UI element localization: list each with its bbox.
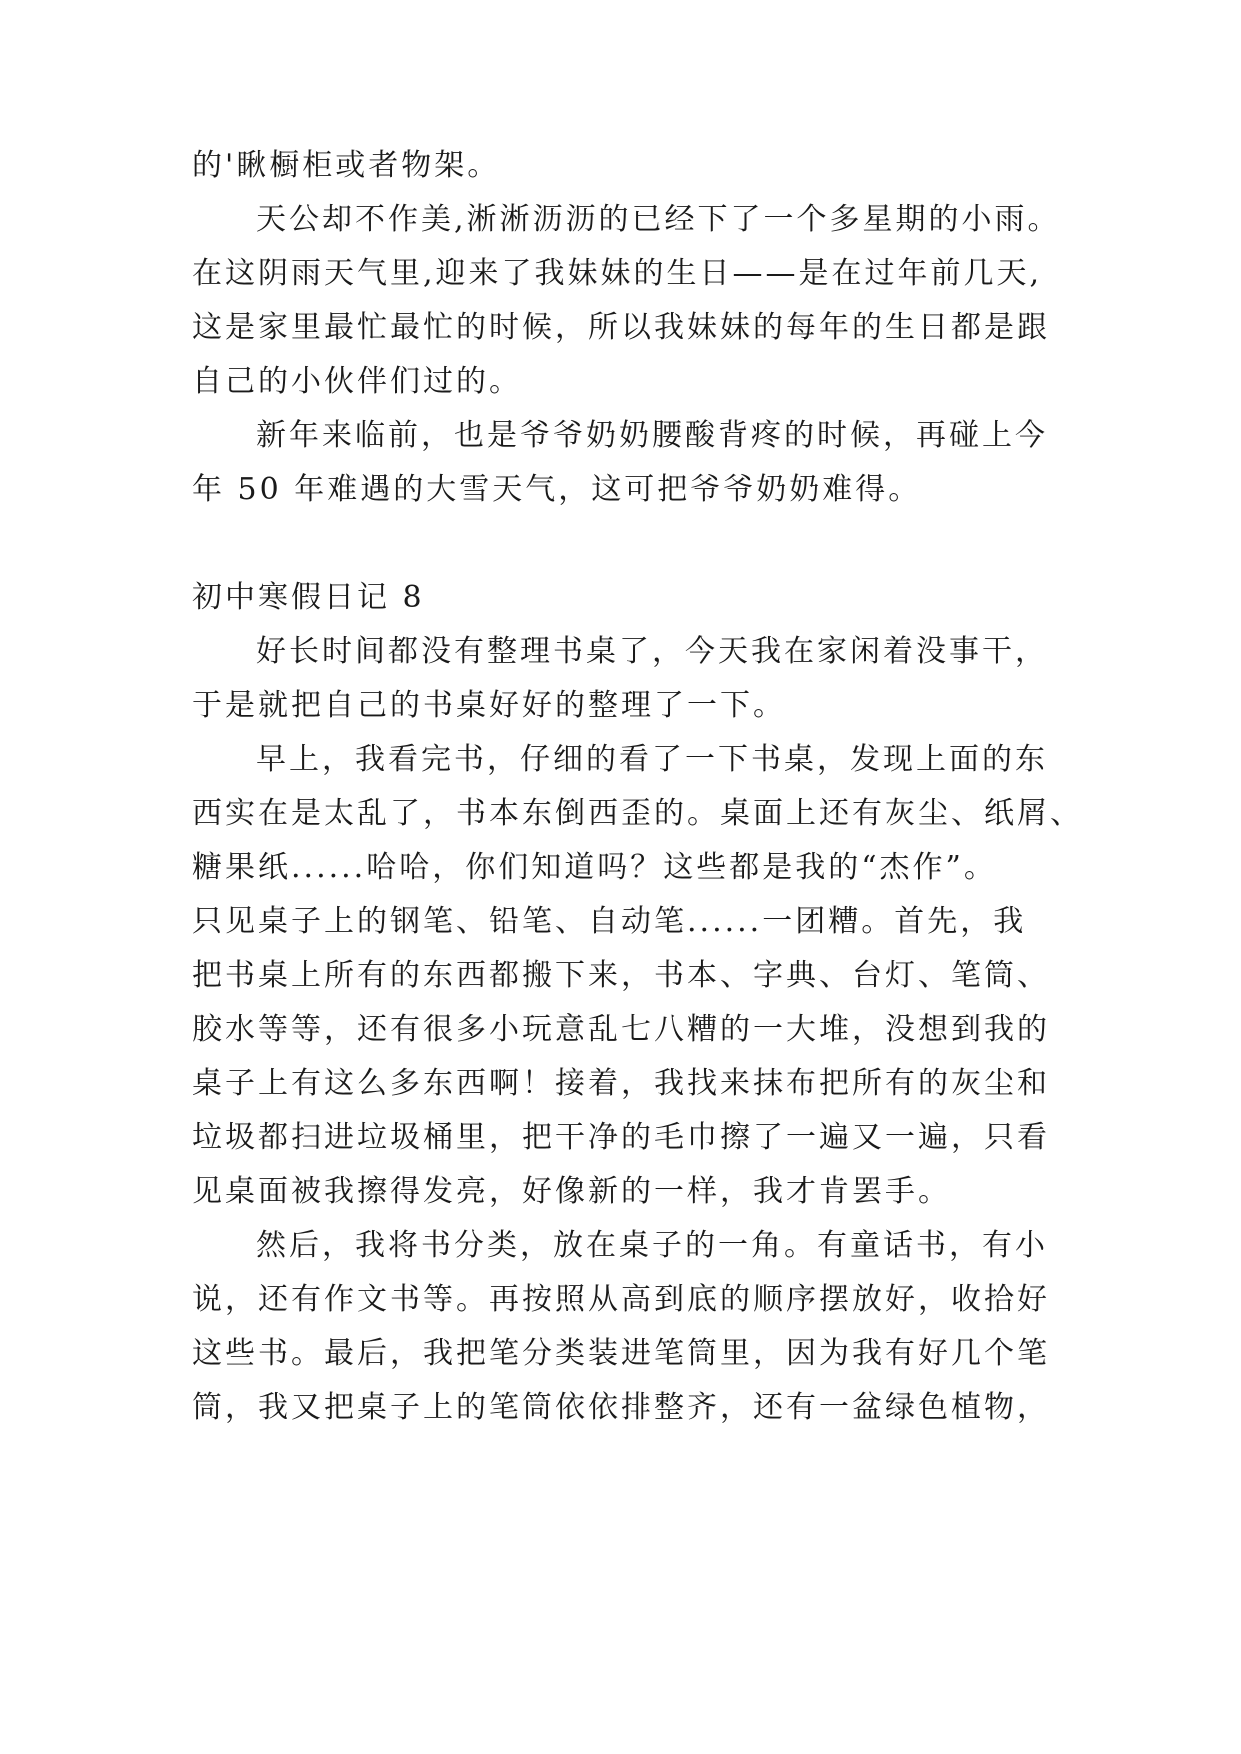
text-line: 桌子上有这么多东西啊！接着，我找来抹布把所有的灰尘和 bbox=[192, 1066, 1050, 1101]
text-line: 这是家里最忙最忙的时候，所以我妹妹的每年的生日都是跟 bbox=[192, 310, 1050, 345]
text-line: 西实在是太乱了，书本东倒西歪的。桌面上还有灰尘、纸屑、 bbox=[192, 796, 1083, 831]
text-line: 早上，我看完书，仔细的看了一下书桌，发现上面的东 bbox=[256, 742, 1048, 777]
text-line: 把书桌上所有的东西都搬下来，书本、字典、台灯、笔筒、 bbox=[192, 958, 1050, 993]
text-line: 自己的小伙伴们过的。 bbox=[192, 364, 522, 399]
text-line: 见桌面被我擦得发亮，好像新的一样，我才肯罢手。 bbox=[192, 1174, 951, 1209]
text-line: 好长时间都没有整理书桌了，今天我在家闲着没事干， bbox=[256, 634, 1048, 669]
text-line: 的'瞅橱柜或者物架。 bbox=[192, 148, 501, 183]
text-line: 于是就把自己的书桌好好的整理了一下。 bbox=[192, 688, 786, 723]
section-title: 初中寒假日记 8 bbox=[192, 580, 425, 615]
text-line: 新年来临前，也是爷爷奶奶腰酸背疼的时候，再碰上今 bbox=[256, 418, 1048, 453]
text-line: 垃圾都扫进垃圾桶里，把干净的毛巾擦了一遍又一遍，只看 bbox=[192, 1120, 1050, 1155]
text-line: 天公却不作美,淅淅沥沥的已经下了一个多星期的小雨。 bbox=[256, 202, 1061, 237]
text-line: 在这阴雨天气里,迎来了我妹妹的生日——是在过年前几天, bbox=[192, 256, 1043, 291]
text-line: 糖果纸......哈哈，你们知道吗？这些都是我的“杰作”。 bbox=[192, 850, 997, 885]
text-line: 年 50 年难遇的大雪天气，这可把爷爷奶奶难得。 bbox=[192, 472, 922, 507]
text-line: 然后，我将书分类，放在桌子的一角。有童话书，有小 bbox=[256, 1228, 1048, 1263]
text-line: 只见桌子上的钢笔、铅笔、自动笔......一团糟。首先，我 bbox=[192, 904, 1027, 939]
text-line: 这些书。最后，我把笔分类装进笔筒里，因为我有好几个笔 bbox=[192, 1336, 1050, 1371]
text-line: 说，还有作文书等。再按照从高到底的顺序摆放好，收拾好 bbox=[192, 1282, 1050, 1317]
text-line: 胶水等等，还有很多小玩意乱七八糟的一大堆，没想到我的 bbox=[192, 1012, 1050, 1047]
text-line: 筒，我又把桌子上的笔筒依依排整齐，还有一盆绿色植物， bbox=[192, 1390, 1050, 1425]
